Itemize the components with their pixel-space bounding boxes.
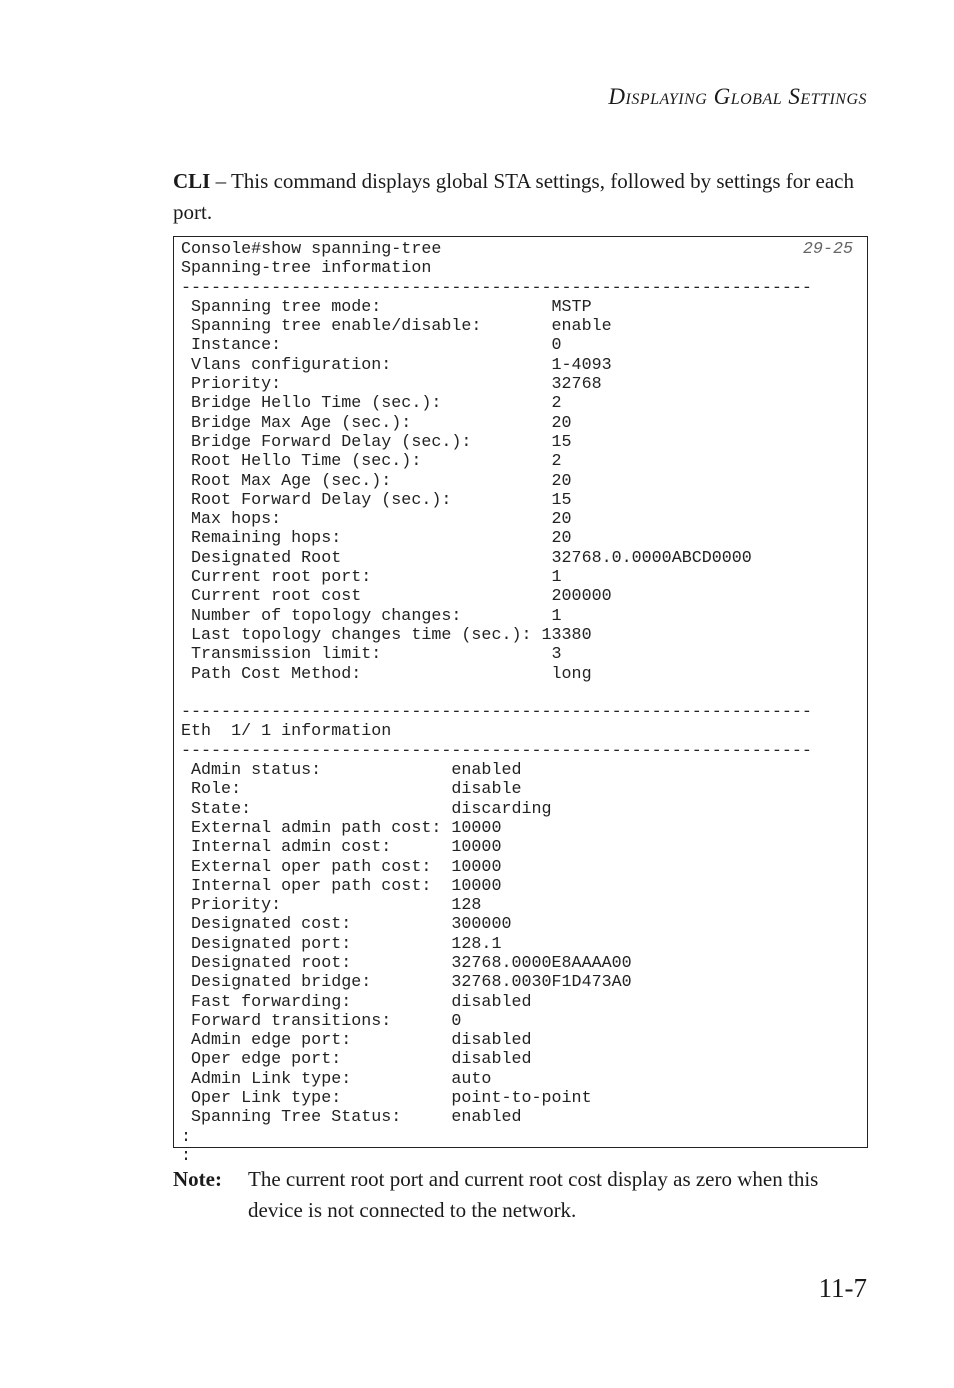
code-line: : <box>181 1146 192 1166</box>
code-line: Designated cost: 300000 <box>181 915 512 935</box>
code-line: Admin edge port: disabled <box>181 1031 532 1051</box>
code-line: Bridge Hello Time (sec.): 2 <box>181 394 562 414</box>
cli-output <box>181 240 867 1166</box>
code-line: Eth 1/ 1 information <box>181 722 392 742</box>
code-line: Current root cost 200000 <box>181 587 612 607</box>
code-line: Forward transitions: 0 <box>181 1011 462 1031</box>
code-line: --------------------------------------------------------------- <box>181 741 812 761</box>
code-line: Vlans configuration: 1-4093 <box>181 355 612 375</box>
code-line: Remaining hops: 20 <box>181 529 572 549</box>
code-line: --------------------------------------------------------------- <box>181 703 812 723</box>
code-line: Designated Root 32768.0.0000ABCD0000 <box>181 548 752 568</box>
code-line: Internal oper path cost: 10000 <box>181 876 502 896</box>
code-line: Designated root: 32768.0000E8AAAA00 <box>181 953 632 973</box>
note-label: Note: <box>173 1167 222 1191</box>
code-line: External admin path cost: 10000 <box>181 818 502 838</box>
code-line: Bridge Max Age (sec.): 20 <box>181 413 572 433</box>
code-line: State: discarding <box>181 799 552 819</box>
note <box>173 1164 873 1226</box>
running-header: Displaying Global Settings <box>608 84 867 109</box>
code-line: Root Max Age (sec.): 20 <box>181 471 572 491</box>
code-line: Priority: 128 <box>181 896 482 916</box>
code-line: Bridge Forward Delay (sec.): 15 <box>181 432 572 452</box>
code-line: Console#show spanning-tree <box>181 240 442 259</box>
page-number: 11-7 <box>818 1273 867 1303</box>
code-line: Admin status: enabled <box>181 761 522 781</box>
code-line: Internal admin cost: 10000 <box>181 838 502 858</box>
code-line: Number of topology changes: 1 <box>181 606 562 626</box>
code-line: Oper Link type: point-to-point <box>181 1089 592 1109</box>
code-line: Current root port: 1 <box>181 568 562 588</box>
code-line: Spanning tree mode: MSTP <box>181 297 592 317</box>
code-line: Designated port: 128.1 <box>181 934 502 954</box>
code-line: Spanning Tree Status: enabled <box>181 1108 522 1128</box>
code-line: Role: disable <box>181 780 522 800</box>
code-line: Spanning-tree information <box>181 259 432 279</box>
code-line: Designated bridge: 32768.0030F1D473A0 <box>181 973 632 993</box>
code-line: Priority: 32768 <box>181 375 602 395</box>
code-line: Root Forward Delay (sec.): 15 <box>181 490 572 510</box>
intro-text: – This command displays global STA settings, followed by settings for each port. <box>173 169 854 224</box>
cli-label: CLI <box>173 169 211 193</box>
code-line: : <box>181 1127 192 1147</box>
code-line: Spanning tree enable/disable: enable <box>181 317 612 337</box>
code-line: External oper path cost: 10000 <box>181 857 502 877</box>
code-line: Transmission limit: 3 <box>181 645 562 665</box>
intro-paragraph <box>173 166 873 228</box>
code-line: Instance: 0 <box>181 336 562 356</box>
cli-output-box <box>173 236 868 1166</box>
code-line: Admin Link type: auto <box>181 1069 492 1089</box>
code-line: Max hops: 20 <box>181 510 572 530</box>
code-line: Oper edge port: disabled <box>181 1050 532 1070</box>
code-line: Path Cost Method: long <box>181 664 592 684</box>
code-line: --------------------------------------------------------------- <box>181 278 812 298</box>
page-reference: 29-25 <box>802 240 853 259</box>
code-line: Last topology changes time (sec.): 13380 <box>181 625 592 645</box>
code-line: Fast forwarding: disabled <box>181 992 532 1012</box>
code-line: Root Hello Time (sec.): 2 <box>181 452 562 472</box>
note-text: The current root port and current root cost display as zero when this device is not connected to the network. <box>248 1167 819 1222</box>
